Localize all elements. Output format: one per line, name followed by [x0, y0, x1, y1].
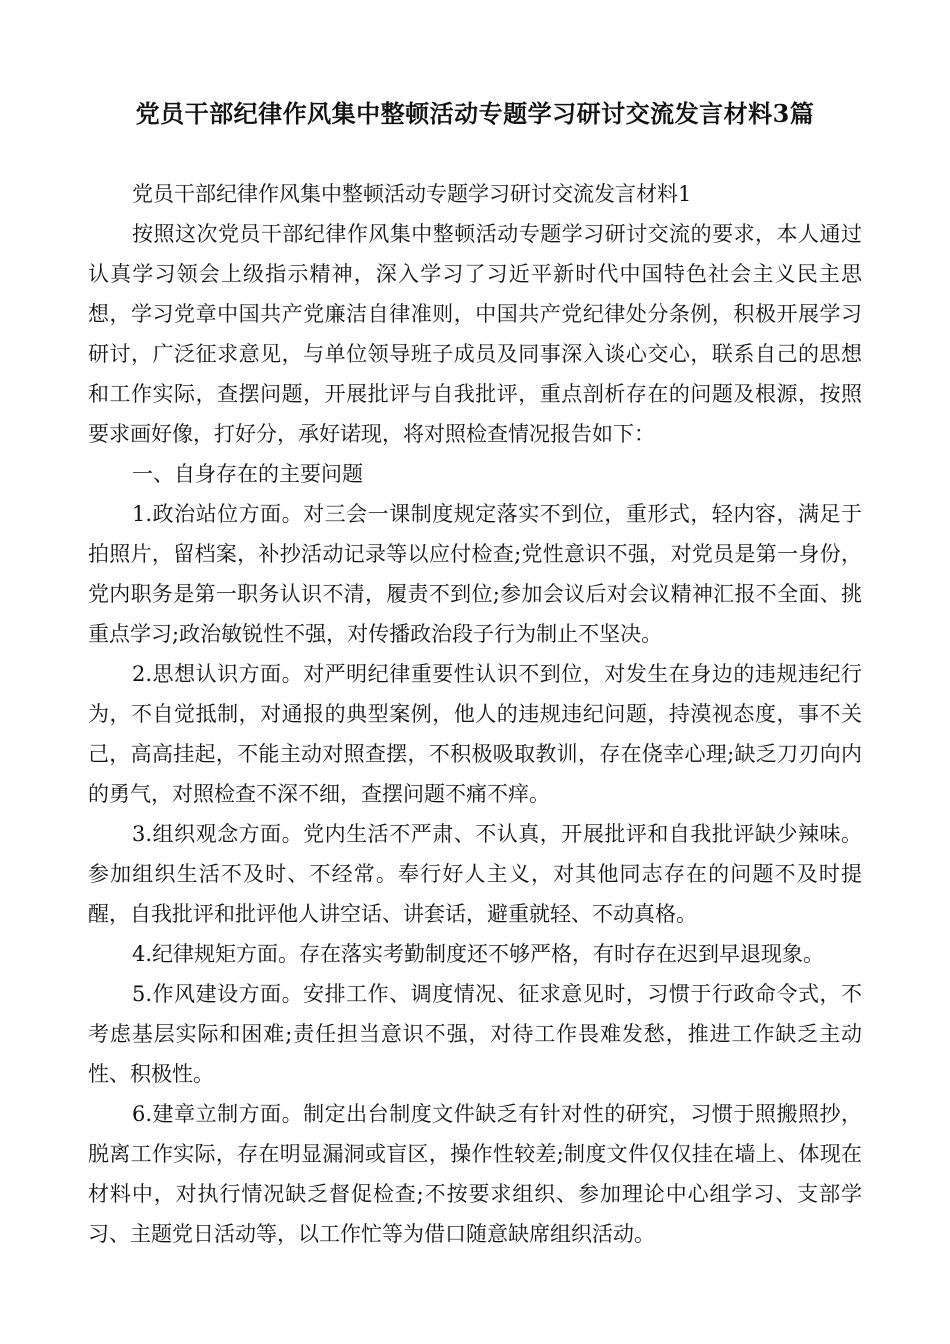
document-page — [88, 94, 862, 1254]
paragraph-ideological-awareness: 2.思想认识方面。对严明纪律重要性认识不到位，对发生在身边的违规违纪行为，不自觉抵制，对通报的典型案例，他人的违规违纪问题，持漠视态度，事不关己，高高挂起，不能主动对照查摆，不积极吸取教训，存在侥幸心理;缺乏刀刃向内的勇气，对照检查不深不细，查摆问题不痛不痒。 — [88, 662, 862, 806]
paragraph-discipline-rules: 4.纪律规矩方面。存在落实考勤制度还不够严格，有时存在迟到早退现象。 — [132, 942, 825, 966]
document-subtitle: 党员干部纪律作风集中整顿活动专题学习研讨交流发言材料1 — [132, 182, 692, 206]
document-title: 党员干部纪律作风集中整顿活动专题学习研讨交流发言材料3篇 — [135, 99, 815, 128]
paragraph-rule-making: 6.建章立制方面。制定出台制度文件缺乏有针对性的研究，习惯于照搬照抄，脱离工作实际，存在明显漏洞或盲区，操作性较差;制度文件仅仅挂在墙上、体现在材料中，对执行情况缺乏督促检查;不按要求组织、参加理论中心组学习、支部学习、主题党日活动等，以工作忙等为借口随意缺席组织活动。 — [88, 1102, 862, 1246]
paragraph-organizational-concept: 3.组织观念方面。党内生活不严肃、不认真，开展批评和自我批评缺少辣味。参加组织生活不及时、不经常。奉行好人主义，对其他同志存在的问题不及时提醒，自我批评和批评他人讲空话、讲套话，避重就轻、不动真格。 — [88, 822, 862, 926]
paragraph-political-stance: 1.政治站位方面。对三会一课制度规定落实不到位，重形式，轻内容，满足于拍照片，留档案，补抄活动记录等以应付检查;党性意识不强，对党员是第一身份，党内职务是第一职务认识不清，履责不到位;参加会议后对会议精神汇报不全面、挑重点学习;政治敏锐性不强，对传播政治段子行为制止不坚决。 — [88, 502, 862, 646]
section-heading: 一、自身存在的主要问题 — [132, 462, 363, 486]
paragraph-intro: 按照这次党员干部纪律作风集中整顿活动专题学习研讨交流的要求，本人通过认真学习领会上级指示精神，深入学习了习近平新时代中国特色社会主义民主思想，学习党章中国共产党廉洁自律准则，中国共产党纪律处分条例，积极开展学习研讨，广泛征求意见，与单位领导班子成员及同事深入谈心交心，联系自己的思想和工作实际，查摆问题，开展批评与自我批评，重点剖析存在的问题及根源，按照要求画好像，打好分，承好诺现，将对照检查情况报告如下： — [88, 222, 862, 446]
paragraph-work-style: 5.作风建设方面。安排工作、调度情况、征求意见时，习惯于行政命令式，不考虑基层实际和困难;责任担当意识不强，对待工作畏难发愁，推进工作缺乏主动性、积极性。 — [88, 982, 862, 1086]
